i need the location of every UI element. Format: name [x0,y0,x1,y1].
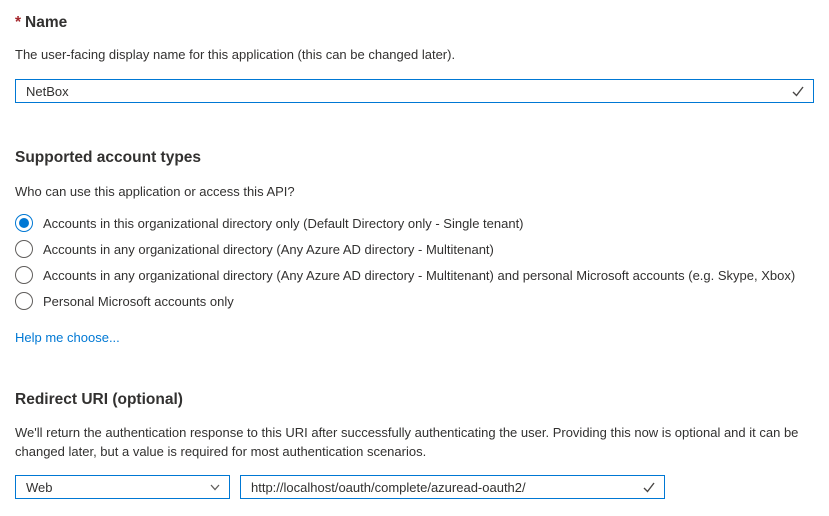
platform-select-value: Web [26,479,53,495]
redirect-uri-row [15,475,814,499]
required-asterisk: * [15,14,22,31]
redirect-uri-field [240,475,665,499]
name-description: The user-facing display name for this application (this can be changed later). [15,47,456,62]
radio-option-label: Accounts in any organizational directory (Any Azure AD directory - Multitenant) and personal Microsoft accounts (e.g. Skype, Xbox) [43,267,796,283]
radio-button-icon [15,266,33,284]
name-input[interactable] [26,80,783,102]
radio-option-personal-only[interactable] [15,288,814,314]
radio-button-icon [15,214,33,232]
name-title-text: Name [25,14,68,31]
check-icon [791,84,805,98]
check-icon [642,480,656,494]
help-me-choose-link[interactable]: Help me choose... [15,330,120,345]
chevron-down-icon [209,481,221,493]
redirect-uri-section [15,389,814,499]
name-section-title [15,12,814,33]
platform-select[interactable] [15,475,230,499]
account-types-question: Who can use this application or access this API? [15,184,295,199]
name-field [15,79,814,103]
radio-button-icon [15,240,33,258]
radio-option-single-tenant[interactable] [15,210,814,236]
redirect-uri-input[interactable] [251,476,634,498]
redirect-uri-description: We'll return the authentication response to this URI after successfully authenticating the user. Providing this now is optional and it can be changed later, but a value is required for most authentication scenarios. [15,425,799,459]
account-types-title: Supported account types [15,149,202,166]
radio-option-multitenant[interactable] [15,236,814,262]
radio-option-label: Accounts in this organizational directory only (Default Directory only - Single tenant) [43,215,524,231]
radio-option-multitenant-personal[interactable] [15,262,814,288]
account-types-radio-group [15,210,814,314]
name-section [15,12,814,103]
redirect-uri-title: Redirect URI (optional) [15,391,183,408]
radio-option-label: Accounts in any organizational directory (Any Azure AD directory - Multitenant) [43,241,494,257]
radio-option-label: Personal Microsoft accounts only [43,293,234,309]
radio-button-icon [15,292,33,310]
account-types-section [15,147,814,347]
